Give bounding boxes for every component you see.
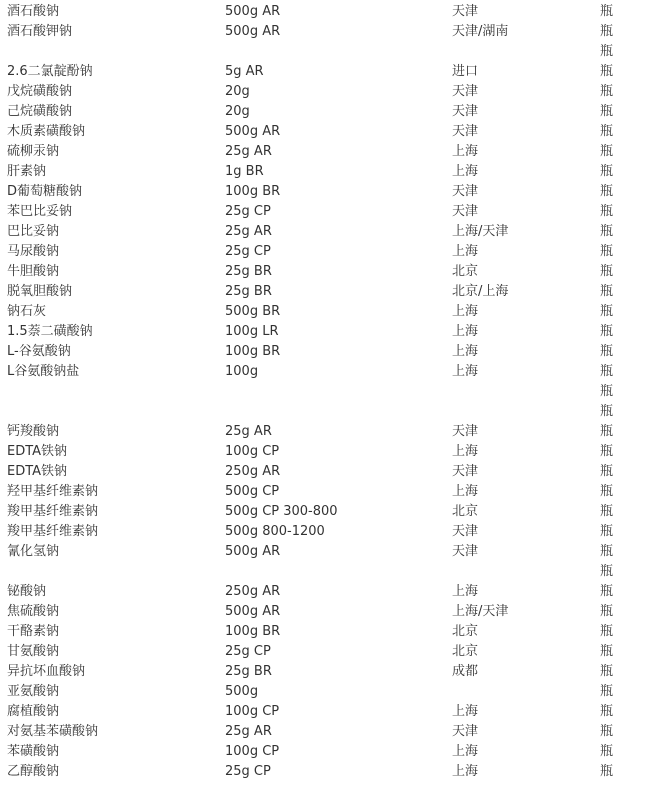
list-item (0, 402, 666, 422)
reagent-origin: 天津 (452, 104, 479, 119)
list-item (0, 582, 666, 602)
reagent-origin: 天津 (452, 84, 479, 99)
reagent-origin: 上海 (452, 344, 479, 359)
reagent-unit: 瓶 (600, 724, 614, 739)
reagent-name: 己烷磺酸钠 (7, 104, 73, 119)
reagent-name: 巴比妥钠 (7, 224, 60, 239)
list-item (0, 682, 666, 702)
reagent-spec: 500g AR (225, 24, 281, 39)
reagent-unit: 瓶 (600, 624, 614, 639)
reagent-name: D葡萄糖酸钠 (7, 184, 83, 199)
list-item (0, 262, 666, 282)
reagent-name: 木质素磺酸钠 (7, 124, 86, 139)
reagent-spec: 25g CP (225, 644, 271, 659)
list-item (0, 62, 666, 82)
reagent-name: 氰化氢钠 (7, 544, 60, 559)
reagent-name: 亚氨酸钠 (7, 684, 60, 699)
reagent-origin: 上海 (452, 704, 479, 719)
list-item (0, 122, 666, 142)
reagent-spec: 100g BR (225, 344, 281, 359)
reagent-origin: 北京 (452, 264, 479, 279)
reagent-spec: 25g AR (225, 424, 272, 439)
reagent-spec: 1g BR (225, 164, 264, 179)
reagent-spec: 20g (225, 84, 250, 99)
reagent-name: EDTA铁钠 (7, 444, 68, 459)
reagent-origin: 北京 (452, 644, 479, 659)
reagent-unit: 瓶 (600, 224, 614, 239)
reagent-origin: 成都 (452, 664, 479, 679)
reagent-unit: 瓶 (600, 344, 614, 359)
reagent-name: 脱氧胆酸钠 (7, 284, 73, 299)
reagent-spec: 250g AR (225, 464, 281, 479)
list-item (0, 282, 666, 302)
list-item (0, 562, 666, 582)
list-item (0, 722, 666, 742)
list-item (0, 502, 666, 522)
list-item (0, 322, 666, 342)
reagent-name: 干酪素钠 (7, 624, 60, 639)
reagent-origin: 天津 (452, 4, 479, 19)
reagent-spec: 500g CP (225, 484, 280, 499)
reagent-origin: 天津/湖南 (452, 24, 509, 39)
list-item (0, 22, 666, 42)
reagent-origin: 北京/上海 (452, 284, 509, 299)
reagent-origin: 北京 (452, 504, 479, 519)
list-item (0, 302, 666, 322)
list-item (0, 642, 666, 662)
reagent-name: 酒石酸钾钠 (7, 24, 73, 39)
reagent-spec: 25g CP (225, 244, 271, 259)
reagent-name: 钠石灰 (7, 304, 47, 319)
reagent-origin: 上海 (452, 164, 479, 179)
reagent-spec: 100g LR (225, 324, 279, 339)
reagent-spec: 500g 800-1200 (225, 524, 325, 539)
reagent-origin: 上海 (452, 364, 479, 379)
list-item (0, 462, 666, 482)
reagent-spec: 500g (225, 684, 259, 699)
reagent-spec: 25g AR (225, 724, 272, 739)
reagent-spec: 100g CP (225, 444, 280, 459)
reagent-spec: 100g CP (225, 744, 280, 759)
reagent-spec: 20g (225, 104, 250, 119)
list-item (0, 242, 666, 262)
reagent-name: 马尿酸钠 (7, 244, 60, 259)
list-item (0, 162, 666, 182)
reagent-origin: 上海 (452, 744, 479, 759)
reagent-name: 乙醇酸钠 (7, 764, 60, 779)
reagent-name: 酒石酸钠 (7, 4, 60, 19)
reagent-spec: 25g BR (225, 264, 272, 279)
reagent-origin: 天津 (452, 424, 479, 439)
list-item (0, 442, 666, 462)
reagent-unit: 瓶 (600, 604, 614, 619)
reagent-origin: 上海 (452, 144, 479, 159)
reagent-origin: 进口 (452, 64, 479, 79)
reagent-name: 对氨基苯磺酸钠 (7, 724, 99, 739)
reagent-unit: 瓶 (600, 164, 614, 179)
reagent-name: L-谷氨酸钠 (7, 344, 71, 359)
reagent-origin: 天津 (452, 464, 479, 479)
reagent-name: 2.6二氯靛酚钠 (7, 64, 93, 79)
reagent-unit: 瓶 (600, 564, 614, 579)
reagent-spec: 100g (225, 364, 259, 379)
reagent-unit: 瓶 (600, 364, 614, 379)
list-item (0, 382, 666, 402)
reagent-unit: 瓶 (600, 124, 614, 139)
reagent-unit: 瓶 (600, 764, 614, 779)
list-item (0, 182, 666, 202)
reagent-unit: 瓶 (600, 284, 614, 299)
reagent-origin: 上海 (452, 244, 479, 259)
reagent-spec: 100g BR (225, 624, 281, 639)
reagent-name: 牛胆酸钠 (7, 264, 60, 279)
reagent-spec: 500g CP 300-800 (225, 504, 338, 519)
reagent-name: 钙羧酸钠 (7, 424, 60, 439)
reagent-origin: 上海 (452, 484, 479, 499)
list-item (0, 362, 666, 382)
reagent-unit: 瓶 (600, 424, 614, 439)
reagent-origin: 上海 (452, 304, 479, 319)
list-item (0, 542, 666, 562)
reagent-unit: 瓶 (600, 264, 614, 279)
reagent-unit: 瓶 (600, 664, 614, 679)
list-item (0, 762, 666, 782)
reagent-origin: 天津 (452, 724, 479, 739)
reagent-origin: 上海/天津 (452, 604, 509, 619)
reagent-origin: 北京 (452, 624, 479, 639)
reagent-spec: 500g BR (225, 304, 281, 319)
reagent-origin: 天津 (452, 524, 479, 539)
reagent-unit: 瓶 (600, 304, 614, 319)
reagent-unit: 瓶 (600, 24, 614, 39)
reagent-origin: 天津 (452, 544, 479, 559)
list-item (0, 422, 666, 442)
reagent-unit: 瓶 (600, 384, 614, 399)
reagent-name: 肝素钠 (7, 164, 47, 179)
reagent-unit: 瓶 (600, 244, 614, 259)
reagent-unit: 瓶 (600, 324, 614, 339)
reagent-origin: 天津 (452, 204, 479, 219)
reagent-unit: 瓶 (600, 584, 614, 599)
reagent-spec: 500g AR (225, 544, 281, 559)
reagent-origin: 上海 (452, 764, 479, 779)
reagent-origin: 上海 (452, 324, 479, 339)
reagent-name: EDTA铁钠 (7, 464, 68, 479)
reagent-unit: 瓶 (600, 404, 614, 419)
reagent-unit: 瓶 (600, 204, 614, 219)
reagent-name: 羧甲基纤维素钠 (7, 524, 99, 539)
list-item (0, 222, 666, 242)
reagent-unit: 瓶 (600, 64, 614, 79)
list-item (0, 342, 666, 362)
reagent-origin: 上海 (452, 584, 479, 599)
reagent-name: L谷氨酸钠盐 (7, 364, 80, 379)
list-item (0, 622, 666, 642)
reagent-name: 戊烷磺酸钠 (7, 84, 73, 99)
reagent-unit: 瓶 (600, 84, 614, 99)
list-item (0, 2, 666, 22)
list-item (0, 42, 666, 62)
list-item (0, 602, 666, 622)
reagent-unit: 瓶 (600, 544, 614, 559)
list-item (0, 482, 666, 502)
reagent-spec: 25g BR (225, 284, 272, 299)
reagent-spec: 25g AR (225, 224, 272, 239)
reagent-spec: 500g AR (225, 604, 281, 619)
list-item (0, 662, 666, 682)
list-item (0, 702, 666, 722)
reagent-spec: 25g AR (225, 144, 272, 159)
reagent-spec: 500g AR (225, 4, 281, 19)
reagent-origin: 天津 (452, 184, 479, 199)
reagent-unit: 瓶 (600, 644, 614, 659)
reagent-name: 羟甲基纤维素钠 (7, 484, 99, 499)
reagent-name: 异抗坏血酸钠 (7, 664, 86, 679)
reagent-origin: 天津 (452, 124, 479, 139)
reagent-unit: 瓶 (600, 704, 614, 719)
reagent-unit: 瓶 (600, 444, 614, 459)
reagent-name: 腐植酸钠 (7, 704, 60, 719)
list-item (0, 742, 666, 762)
reagent-unit: 瓶 (600, 4, 614, 19)
reagent-unit: 瓶 (600, 484, 614, 499)
reagent-spec: 25g CP (225, 764, 271, 779)
reagent-origin: 上海/天津 (452, 224, 509, 239)
reagent-name: 甘氨酸钠 (7, 644, 60, 659)
reagent-name: 1.5萘二磺酸钠 (7, 324, 93, 339)
reagent-unit: 瓶 (600, 744, 614, 759)
reagent-spec: 5g AR (225, 64, 264, 79)
reagent-origin: 上海 (452, 444, 479, 459)
reagent-name: 焦硫酸钠 (7, 604, 60, 619)
list-item (0, 102, 666, 122)
list-item (0, 82, 666, 102)
list-item (0, 202, 666, 222)
reagent-spec: 100g CP (225, 704, 280, 719)
reagent-unit: 瓶 (600, 504, 614, 519)
reagent-spec: 25g BR (225, 664, 272, 679)
reagent-unit: 瓶 (600, 104, 614, 119)
reagent-name: 羧甲基纤维素钠 (7, 504, 99, 519)
reagent-unit: 瓶 (600, 524, 614, 539)
reagent-spec: 25g CP (225, 204, 271, 219)
reagent-spec: 100g BR (225, 184, 281, 199)
reagent-unit: 瓶 (600, 684, 614, 699)
reagent-name: 苯巴比妥钠 (7, 204, 73, 219)
reagent-unit: 瓶 (600, 464, 614, 479)
reagent-name: 苯磺酸钠 (7, 744, 60, 759)
reagent-name: 铋酸钠 (7, 584, 47, 599)
list-item (0, 522, 666, 542)
reagent-name: 硫柳汞钠 (7, 144, 60, 159)
reagent-unit: 瓶 (600, 144, 614, 159)
list-item (0, 142, 666, 162)
reagent-spec: 500g AR (225, 124, 281, 139)
reagent-unit: 瓶 (600, 184, 614, 199)
reagent-unit: 瓶 (600, 44, 614, 59)
reagent-spec: 250g AR (225, 584, 281, 599)
